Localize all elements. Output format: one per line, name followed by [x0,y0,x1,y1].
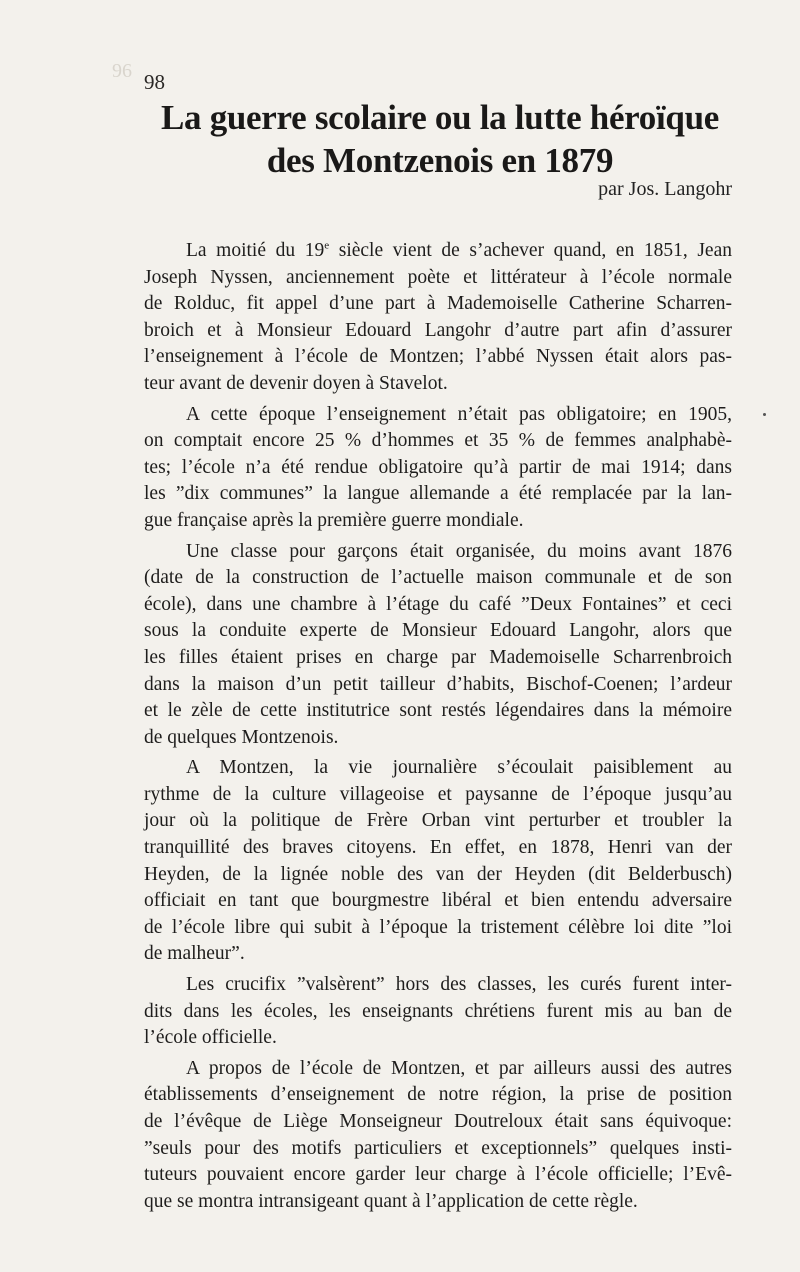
text-line: l’école officielle. [144,1027,277,1049]
paragraph [144,402,732,535]
text-line: tes; l’école n’a été rendue obligatoire qu’à partir de mai 1914; dans [144,456,732,478]
paragraph [144,755,732,968]
paragraph [144,972,732,1052]
text-line: de Rolduc, fit appel d’une part à Mademoiselle Catherine Scharren- [144,293,732,315]
paragraph [144,539,732,752]
text-line: de malheur”. [144,943,245,965]
text-line: on comptait encore 25 % d’hommes et 35 % de femmes analphabè- [144,430,732,452]
text-line: A propos de l’école de Montzen, et par ailleurs aussi des autres [186,1057,732,1079]
article-body [144,238,732,1219]
text-line: jour où la politique de Frère Orban vint perturber et troubler la [144,810,732,832]
text-line: de quelques Montzenois. [144,726,339,748]
text-line: A cette époque l’enseignement n’était pas obligatoire; en 1905, [186,403,732,425]
paragraph [144,238,732,398]
superscript: e [324,239,330,252]
paragraph [144,1056,732,1216]
article-title [140,96,740,182]
text-line: de l’évêque de Liège Monseigneur Doutreloux était sans équivoque: [144,1111,732,1132]
title-line-1: La guerre scolaire ou la lutte héroïque [161,98,719,137]
text-line: les ”dix communes” la langue allemande a été remplacée par la lan- [144,483,732,505]
text-line: dans la maison d’un petit tailleur d’habits, Bischof-Coenen; l’ardeur [144,673,732,695]
title-line-2: des Montzenois en 1879 [266,141,614,180]
text-line: de l’école libre qui subit à l’époque la tristement célèbre loi dite ”loi [144,916,732,938]
text-line: l’enseignement à l’école de Montzen; l’abbé Nyssen était alors pas- [144,346,732,368]
text-line: dits dans les écoles, les enseignants chrétiens furent mis au ban de [144,1000,732,1022]
page-number: 98 [144,70,165,94]
text-line: ”seuls pour des motifs particuliers et exceptionnels” quelques insti- [144,1137,732,1159]
text-line: La moitié du 19e siècle vient de s’achever quand, en 1851, Jean [186,239,732,261]
text-line: (date de la construction de l’actuelle maison communale et de son [144,567,732,589]
bleed-through-page-number: 96 [112,60,132,82]
text-line: officiait en tant que bourgmestre libéral et bien entendu adversaire [144,890,732,912]
text-line: sous la conduite experte de Monsieur Edouard Langohr, alors que [144,620,732,642]
text-line: broich et à Monsieur Edouard Langohr d’autre part afin d’assurer [144,319,732,341]
text-line: A Montzen, la vie journalière s’écoulait paisiblement au [186,757,732,779]
text-line: Heyden, de la lignée noble des van der Heyden (dit Belderbusch) [144,863,732,885]
text-line: teur avant de devenir doyen à Stavelot. [144,372,448,394]
text-line: Une classe pour garçons était organisée, du moins avant 1876 [186,540,732,562]
text-line: tranquillité des braves citoyens. En effet, en 1878, Henri van der [144,837,732,859]
text-line: établissements d’enseignement de notre région, la prise de position [144,1084,732,1106]
print-speck [763,413,766,416]
text-line: école), dans une chambre à l’étage du café ”Deux Fontaines” et ceci [144,593,732,615]
text-line: gue française après la première guerre mondiale. [144,509,524,531]
text-line: rythme de la culture villageoise et paysanne de l’époque jusqu’au [144,783,732,805]
text-line: et le zèle de cette institutrice sont restés légendaires dans la mémoire [144,700,732,722]
text-line: Les crucifix ”valsèrent” hors des classes, les curés furent inter- [186,974,732,996]
text-line: que se montra intransigeant quant à l’application de cette règle. [144,1190,638,1212]
author-byline: par Jos. Langohr [598,178,732,200]
text-line: les filles étaient prises en charge par Mademoiselle Scharrenbroich [144,646,732,668]
text-line: tuteurs pouvaient encore garder leur charge à l’école officielle; l’Evê- [144,1164,732,1186]
text-line: Joseph Nyssen, anciennement poète et littérateur à l’école normale [144,266,732,288]
